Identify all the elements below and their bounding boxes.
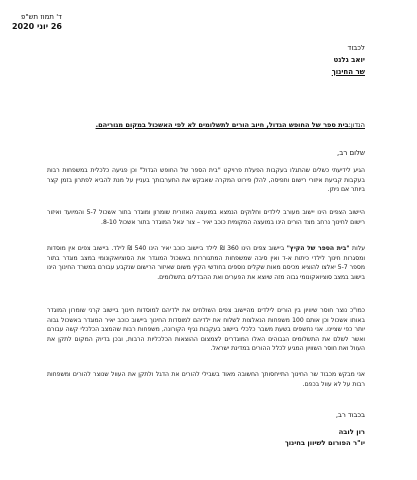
signer-name: רון לובה [338,428,365,436]
paragraph-3 [47,244,365,282]
date-block [2,12,62,32]
paragraph-1: הגיע לידיעתי כשלים שהתגלו בעקבות הפעלת פרויקט "בית הספר של החופש הגדול" וכן פגיעה כלכלית במשפחות רבות בעקבות קביעת איזורי רישום ותפיסה, להלן פירוט המקרה שאבקש את התערבותך בעניין על מנת להביא לפתרון בזמן קצר ביותר אם ניתן. [47,167,365,194]
address-to: לכבוד [347,44,365,52]
hebrew-date: ד' תמוז תש"פ [20,13,62,21]
subject-line [45,120,365,130]
closing-block [285,410,365,449]
closing-regards: בכבוד רב, [335,411,365,419]
paragraph-3-intro: עלות [349,245,366,252]
recipient-role: שר החינוך [331,68,365,76]
subject-text: בית ספר של החופש הגדול, חיוב הורים לתשלומים לא לפי האשכול במקום מגוריהם. [95,121,349,129]
program-name: "בית הספר של הקיץ" [286,245,350,252]
recipient-address [245,42,365,78]
recipient-name: יואב גלנט [333,56,365,64]
subject-label: הנדון: [348,121,365,129]
paragraph-3-rest: ביישוב צפים הינו 360 ₪ לילד ביישוב כוכב יאיר הינו 540 ₪ לילד. ביישוב צפים אין מוסדות ומסגרות חינוך לילדי כיתות א-ד ואין סיבה שמשפחות המתגוררות באשכול המוגדר את הסוציואקונומי במצב מוגדר בתור מספר 5-7 יאלצו להוציא מכיסם מאות שקלים נוספים בחודשי הקיץ משום שאיזור הרישום שנקבע עבורם במשרד החינוך הינו בישוב במצב סוציואקונומי גבוה מזה שיוצא את הפערים ואת ההבדלים בתשלומים. [47,245,366,281]
gregorian-date: 26 יוני 2020 [11,22,62,31]
greeting: שלום רב, [337,149,365,157]
paragraph-4: כמו"כ נוצר חוסר שיוויון בין הורים לילדים מהיישוב צפים השולחים את ילדיהם למוסדות חינוך ביישוב קרני שומרון המוגדר באותו אשכול וכן אותם 100 משפחות הנאלצות לשלוח את ילדיהם למוסדות החינוך ביישוב כוכב יאיר המוגדר באשכול גבוה יותר כפי שציינו. אני נחשפים בשעת משבר כלכלי ביישוב בעקבות נגיף הקורונה, משפחות רבות שהמצב הכלכלי קשה עבורם ואשר לשלם את התשלומים הגבוהים האלו המוגדרים לצמצום ההוצאות הכלכליות הרבות, ובכן בדיוק המקום לתקן את העוול ואת חוסר השוויון המגיע לכלל ההורים במדינת ישראל. [47,307,365,353]
paragraph-2: היישוב הצפים הינו יישוב מעורב לילדים וחלוקים הנמצא במועצה האזורית שומרון ומוגדר בתור אשכול 5-7 והמיועד ואיזור רישום לחינוך נרחב מצד הורים הינו במועצה המקומית כוכב יאיר – צור יגאל המוגדר בתור אשכול 8-10. [47,209,366,226]
paragraph-5: אני מבקש מכבוד שר החינוך התייחסותך החשובה מאוד בשבילי להורים את הדגל ולתקן את העוול שנוצר להורים ומשפחות רבות על לא עוול בכפם. [47,371,365,388]
signer-role: יו"ר הפורום לשיוון בחינוך [284,439,365,447]
